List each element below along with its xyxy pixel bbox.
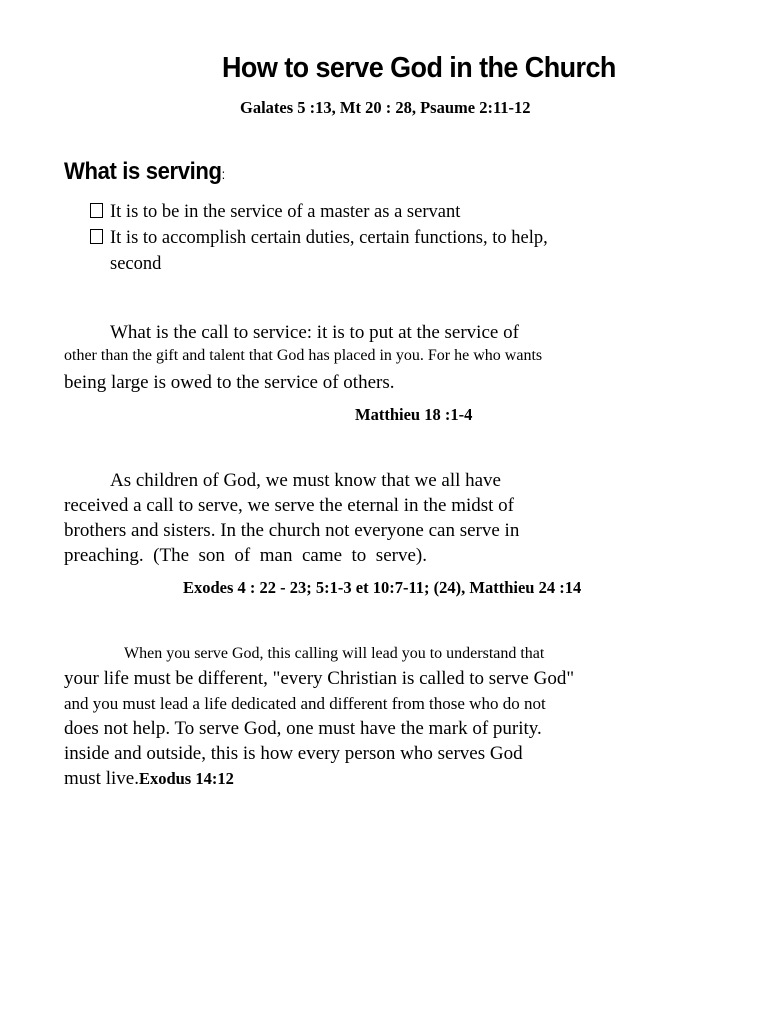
paragraph3-line: must live. — [64, 768, 139, 789]
paragraph3-line: does not help. To serve God, one must have the mark of purity. — [64, 718, 542, 739]
paragraph3-line: When you serve God, this calling will lead you to understand that — [124, 645, 545, 662]
paragraph1-line: What is the call to service: it is to put at the service of — [110, 322, 519, 343]
bullet-box-icon — [90, 229, 103, 244]
bullet-text: It is to accomplish certain duties, certain functions, to help, — [110, 228, 548, 248]
section-heading-text: What is serving — [64, 158, 222, 185]
title-references: Galates 5 :13, Mt 20 : 28, Psaume 2:11-12 — [240, 98, 531, 117]
paragraph2-line: received a call to serve, we serve the eternal in the midst of — [64, 495, 514, 516]
scripture-reference: Matthieu 18 :1-4 — [355, 405, 473, 424]
section-heading — [64, 158, 225, 186]
paragraph3-last-line — [64, 768, 234, 790]
section-heading-colon: : — [221, 166, 225, 182]
bullet-item — [90, 228, 548, 249]
paragraph2-line: As children of God, we must know that we all have — [110, 470, 501, 491]
paragraph2-line: brothers and sisters. In the church not everyone can serve in — [64, 520, 520, 541]
bullet-text: It is to be in the service of a master as a servant — [110, 202, 461, 222]
paragraph3-line: and you must lead a life dedicated and different from those who do not — [64, 694, 546, 713]
paragraph1-line: being large is owed to the service of others. — [64, 372, 395, 393]
scripture-reference: Exodes 4 : 22 - 23; 5:1-3 et 10:7-11; (24), Matthieu 24 :14 — [183, 578, 582, 597]
bullet-continuation: second — [110, 254, 162, 274]
bullet-item — [90, 202, 460, 223]
bullet-box-icon — [90, 203, 103, 218]
scripture-reference: Exodus 14:12 — [138, 769, 234, 788]
paragraph3-line: inside and outside, this is how every person who serves God — [64, 743, 523, 764]
page-title: How to serve God in the Church — [222, 52, 616, 84]
paragraph3-line: your life must be different, "every Christian is called to serve God" — [64, 668, 575, 689]
paragraph2-line: preaching. (The son of man came to serve). — [64, 545, 427, 566]
paragraph1-line: other than the gift and talent that God has placed in you. For he who wants — [64, 347, 543, 364]
